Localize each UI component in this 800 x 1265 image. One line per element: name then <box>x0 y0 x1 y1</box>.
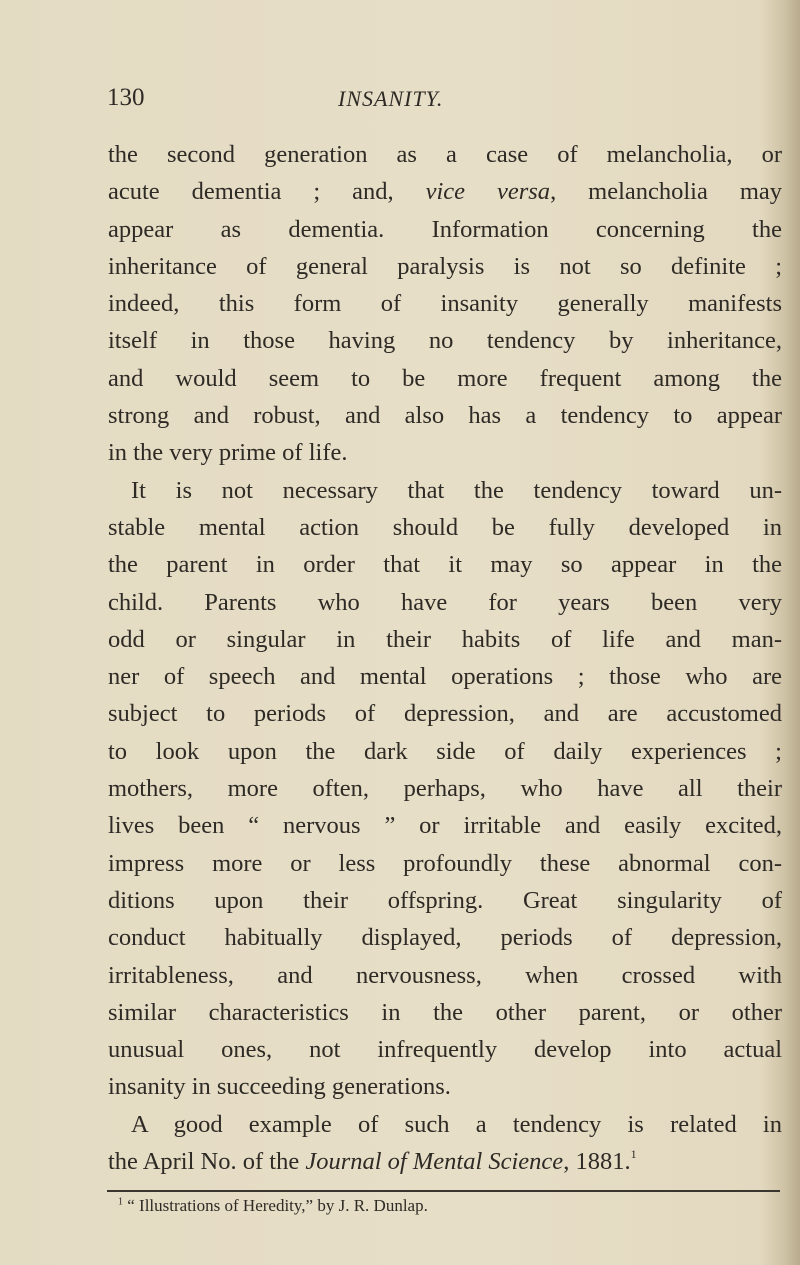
text-segment: similar characteristics in the other parent, or other <box>108 998 782 1026</box>
text-segment: stable mental action should be fully developed in <box>108 513 782 541</box>
text-line <box>108 211 782 248</box>
text-segment: unusual ones, not infrequently develop into actual <box>108 1036 782 1064</box>
text-segment: , melancholia may <box>550 178 783 206</box>
footnote <box>118 1196 428 1216</box>
text-segment: appear as dementia. Information concerning the <box>108 215 782 243</box>
text-line <box>108 695 782 732</box>
text-line <box>108 322 782 359</box>
text-line <box>108 136 782 173</box>
footnote-rule <box>107 1190 780 1192</box>
text-segment: It is not necessary that the tendency toward un- <box>131 476 782 504</box>
text-line <box>108 509 782 546</box>
text-line <box>108 845 782 882</box>
text-segment: the April No. of the <box>108 1148 306 1176</box>
text-line <box>108 1106 782 1143</box>
text-segment: impress more or less profoundly these abnormal con- <box>108 849 782 877</box>
text-line <box>108 1068 782 1105</box>
text-line <box>108 472 782 509</box>
text-segment: mothers, more often, perhaps, who have all their <box>108 775 782 803</box>
text-segment: in the very prime of life. <box>108 439 348 467</box>
text-segment: acute dementia ; and, <box>108 178 426 206</box>
italic-text: Journal of Mental Science <box>305 1148 564 1176</box>
page-number: 130 <box>107 84 145 111</box>
footnote-marker: 1 <box>118 1196 123 1208</box>
text-segment: ner of speech and mental operations ; those who are <box>108 663 782 691</box>
text-line <box>108 658 782 695</box>
italic-text: vice versa <box>425 178 551 206</box>
text-segment: insanity in succeeding generations. <box>108 1073 451 1101</box>
text-segment: irritableness, and nervousness, when crossed with <box>108 961 782 989</box>
text-segment: inheritance of general paralysis is not so definite ; <box>108 252 782 280</box>
text-segment: indeed, this form of insanity generally manifests <box>108 290 782 318</box>
text-line <box>108 807 782 844</box>
text-line <box>108 770 782 807</box>
text-line <box>108 360 782 397</box>
text-line <box>108 882 782 919</box>
text-line <box>108 397 782 434</box>
text-segment: to look upon the dark side of daily experiences ; <box>108 737 782 765</box>
body-text <box>108 136 782 1180</box>
text-line <box>108 434 782 471</box>
text-segment: the parent in order that it may so appear in the <box>108 551 782 579</box>
text-segment: A good example of such a tendency is related in <box>131 1110 782 1138</box>
text-line <box>108 248 782 285</box>
text-segment: strong and robust, and also has a tendency to appear <box>108 402 782 430</box>
running-head: INSANITY. <box>338 86 444 111</box>
text-segment: child. Parents who have for years been very <box>108 588 782 616</box>
footnote-text: “ Illustrations of Heredity,” by J. R. Dunlap. <box>127 1196 428 1215</box>
text-segment: and would seem to be more frequent among the <box>108 364 782 392</box>
text-line <box>108 546 782 583</box>
text-segment: the second generation as a case of melancholia, or <box>108 141 782 168</box>
text-line <box>108 1143 782 1180</box>
text-line <box>108 919 782 956</box>
text-line <box>108 733 782 770</box>
text-segment: itself in those having no tendency by inheritance, <box>108 327 782 355</box>
text-line <box>108 1031 782 1068</box>
text-line <box>108 584 782 621</box>
footnote-reference: 1 <box>630 1147 637 1162</box>
text-line <box>108 957 782 994</box>
text-line <box>108 173 782 210</box>
text-segment: conduct habitually displayed, periods of depression, <box>108 924 782 952</box>
text-segment: lives been “ nervous ” or irritable and easily excited, <box>108 812 782 840</box>
text-line <box>108 994 782 1031</box>
text-segment: odd or singular in their habits of life and man- <box>108 625 782 653</box>
text-line <box>108 285 782 322</box>
text-segment: subject to periods of depression, and are accustomed <box>108 700 782 728</box>
text-line <box>108 621 782 658</box>
text-segment: , 1881. <box>563 1148 631 1176</box>
text-segment: ditions upon their offspring. Great singularity of <box>108 886 782 914</box>
